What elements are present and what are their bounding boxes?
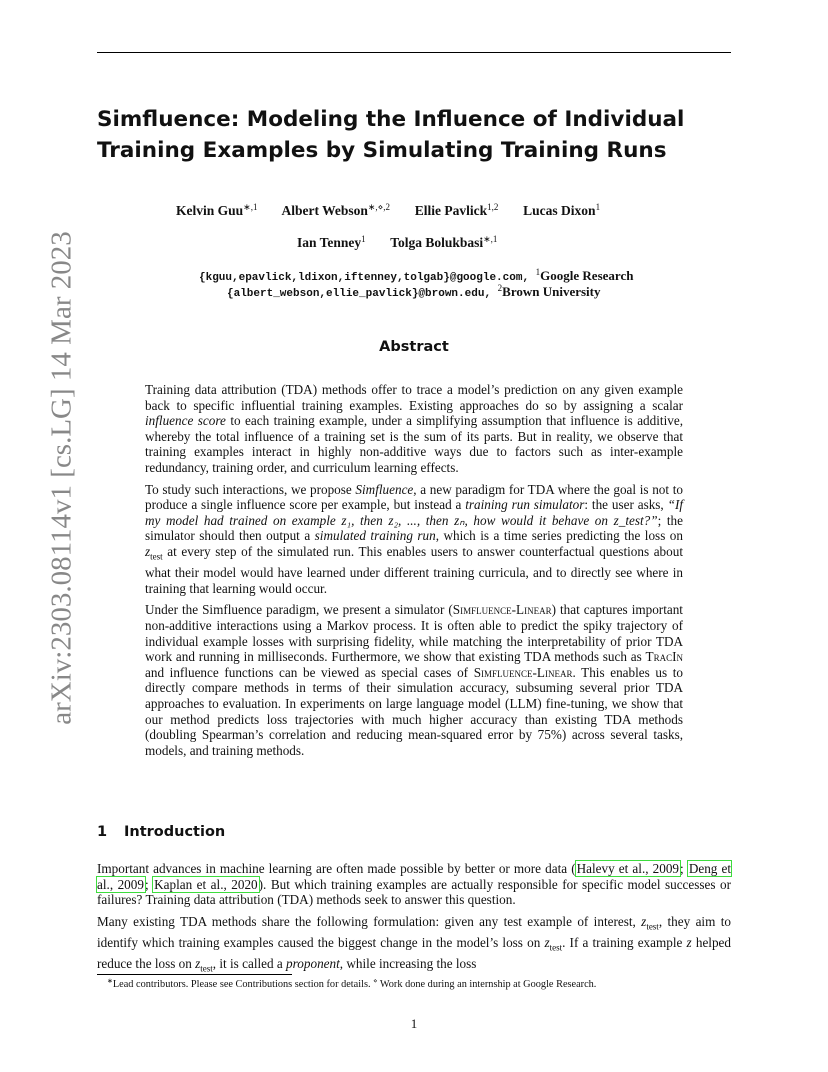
author-row-1 [176, 202, 600, 219]
author-name: Ellie Pavlick [414, 203, 488, 218]
intro-paragraph-2: Many existing TDA methods share the following formulation: given any test example of interest, $z_{test}$, they aim to identify which training examples caused the biggest change in the model’s loss on $z_{test}$. If a training example z helped reduce the loss on $z_{test}$, it is called a proponent, while increasing the loss [97, 913, 732, 974]
affil-mark: 2 [497, 283, 503, 293]
author-name: Ian Tenney [297, 235, 362, 250]
author-affil-mark: 1 [595, 202, 601, 212]
author-affil-mark: 1,2 [487, 202, 499, 212]
email-list: {kguu,epavlick,ldixon,iftenney,tolgab}@google.com, [199, 272, 530, 284]
page-number: 1 [410, 1016, 418, 1031]
affiliation-line-1 [199, 267, 633, 284]
section-heading [97, 824, 225, 840]
affil-mark: 1 [535, 267, 541, 277]
abstract-paragraph-2: To study such interactions, we propose Simfluence, a new paradigm for TDA where the goal is not to produce a single influence score per example, but instead a training run simulator: the user asks, “If my model had trained on example z₁, then z₂, ..., then zₙ, how would it behave on z_test?”; the simulator should then output a simulated training run, which is a time series predicting the loss on $z_{test}$ at every step of the simulated run. This enables users to answer counterfactual questions about what their model would have learned under different training curricula, and to directly see where in training that learning would occur. [145, 481, 683, 596]
email-list: {albert_webson,ellie_pavlick}@brown.edu, [227, 288, 492, 300]
intro-paragraph-1: Important advances in machine learning are often made possible by better or more data (Halevy et al., 2009; Deng et al., 2009; Kaplan et al., 2020). But which training examples are actually responsible for specific model successes or failures? Training data attribution (TDA) methods seek to answer this question. [97, 861, 732, 908]
author-affil-mark: ∗,1 [243, 202, 258, 212]
intro-body [97, 861, 731, 977]
citation-link[interactable]: Halevy et al., 2009 [576, 861, 680, 876]
author-name: Lucas Dixon [523, 203, 596, 218]
citation-link[interactable]: Deng et al., 2009 [97, 861, 732, 892]
author-name: Kelvin Guu [176, 203, 244, 218]
title-line-1: Simfluence: Modeling the Influence of Individual [97, 107, 685, 132]
affiliation-name: Google Research [540, 268, 634, 283]
footnote-rule [97, 974, 292, 975]
section-title: Introduction [124, 824, 226, 840]
author-row-2 [297, 234, 497, 251]
author-affil-mark: 1 [361, 234, 366, 244]
author-name: Albert Webson [281, 203, 368, 218]
abstract-heading: Abstract [379, 339, 449, 355]
author-name: Tolga Bolukbasi [390, 235, 484, 250]
abstract-paragraph-1: Training data attribution (TDA) methods offer to trace a model’s prediction on any given example back to specific influential training examples. Existing approaches do so by assigning a scalar influence score to each training example, under a simplifying assumption that influence is additive, whereby the total influence of a training set is the sum of its parts. But in reality, we observe that training examples interact in highly non-additive ways due to factors such as inter-example redundancy, training order, and curriculum learning effects. [145, 382, 683, 475]
section-number: 1 [97, 824, 108, 840]
author-affil-mark: ∗,1 [483, 234, 498, 244]
footnote: ∗Lead contributors. Please see Contributions section for details. ⋄ Work done during an internship at Google Research. [107, 977, 597, 990]
affiliation-name: Brown University [502, 284, 601, 299]
arxiv-identifier: arXiv:2303.08114v1 [cs.LG] 14 Mar 2023 [45, 231, 78, 725]
title-line-2: Training Examples by Simulating Training Runs [97, 138, 667, 163]
paper-title [97, 104, 731, 166]
top-rule [97, 52, 731, 53]
abstract-body [145, 382, 683, 758]
abstract-paragraph-3: Under the Simfluence paradigm, we present a simulator (Simfluence-Linear) that captures important non-additive interactions using a Markov process. It is often able to predict the spiky trajectory of individual example losses with surprising fidelity, while matching the interpretability of prior TDA work and running in milliseconds. Furthermore, we show that existing TDA methods such as TracIn and influence functions can be viewed as special cases of Simfluence-Linear. This enables us to directly compare methods in terms of their simulation accuracy, subsuming several prior TDA approaches to evaluation. In experiments on large language model (LLM) fine-tuning, we show that our method predicts loss trajectories with much higher accuracy than existing TDA methods (doubling Spearman’s correlation and reducing mean-squared error by 75%) across several tasks, models, and training methods. [145, 602, 684, 758]
author-affil-mark: ∗,⋄,2 [367, 202, 391, 212]
citation-link[interactable]: Kaplan et al., 2020 [154, 876, 258, 892]
affiliation-line-2 [227, 283, 601, 300]
